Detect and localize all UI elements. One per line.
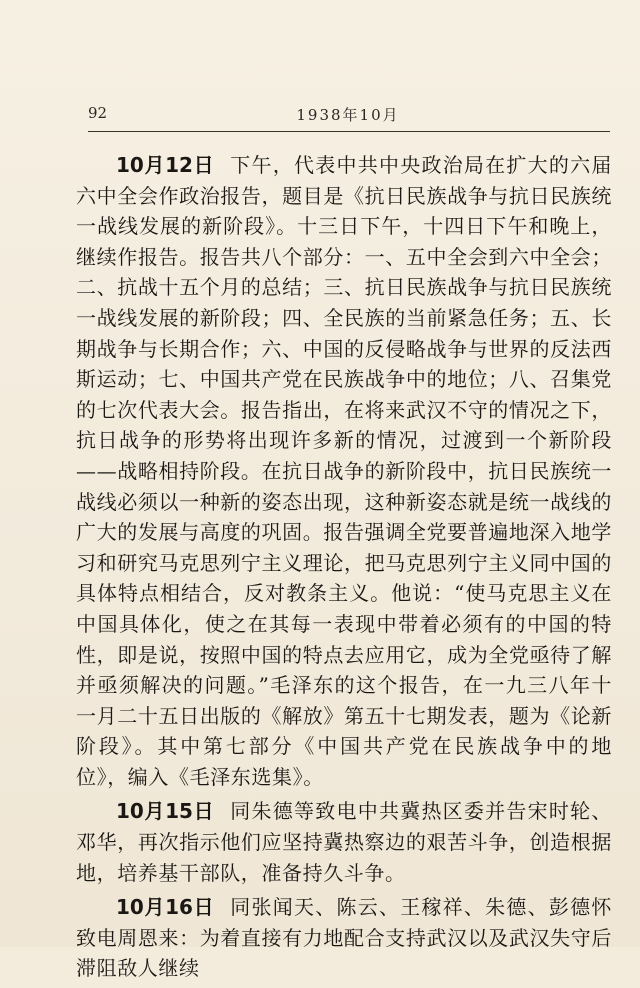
entry-oct-16 (76, 892, 612, 984)
entry-text: 同张闻天、陈云、王稼祥、朱德、彭德怀致电周恩来：为着直接有力地配合支持武汉以及武汉失守后滞阻敌人继续 (76, 895, 612, 981)
running-head (88, 104, 608, 128)
entry-date: 10月12日 (116, 153, 215, 177)
entry-date: 10月15日 (116, 799, 215, 824)
entry-date: 10月16日 (116, 895, 215, 920)
entry-oct-12 (76, 150, 612, 792)
page-number: 92 (88, 104, 108, 122)
header-rule (88, 131, 610, 132)
header-title: 1938年10月 (296, 106, 400, 124)
entry-oct-15 (76, 796, 612, 888)
chronicle-body (76, 150, 612, 988)
entry-text: 同朱德等致电中共冀热区委并告宋时轮、邓华，再次指示他们应坚持冀热察边的艰苦斗争，创造根据地，培养基干部队，准备持久斗争。 (76, 799, 612, 885)
entry-text: 下午，代表中共中央政治局在扩大的六届六中全会作政治报告，题目是《抗日民族战争与抗日民族统一战线发展的新阶段》。十三日下午，十四日下午和晚上，继续作报告。报告共八个部分：一、五中全会到六中全会；二、抗战十五个月的总结；三、抗日民族战争与抗日民族统一战线发展的新阶段；四、全民族的当前紧急任务；五、长期战争与长期合作；六、中国的反侵略战争与世界的反法西斯运动；七、中国共产党在民族战争中的地位；八、召集党的七次代表大会。报告指出，在将来武汉不守的情况之下，抗日战争的形势将出现许多新的情况，过渡到一个新阶段——战略相持阶段。在抗日战争的新阶段中，抗日民族统一战线必须以一种新的姿态出现，这种新姿态就是统一战线的广大的发展与高度的巩固。报告强调全党要普遍地深入地学习和研究马克思列宁主义理论，把马克思列宁主义同中国的具体特点相结合，反对教条主义。他说：“使马克思主义在中国具体化，使之在其每一表现中带着必须有的中国的特性，即是说，按照中国的特点去应用它，成为全党亟待了解并亟须解决的问题。”毛泽东的这个报告，在一九三八年十一月二十五日出版的《解放》第五十七期发表，题为《论新阶段》。其中第七部分《中国共产党在民族战争中的地位》，编入《毛泽东选集》。 (76, 153, 612, 789)
